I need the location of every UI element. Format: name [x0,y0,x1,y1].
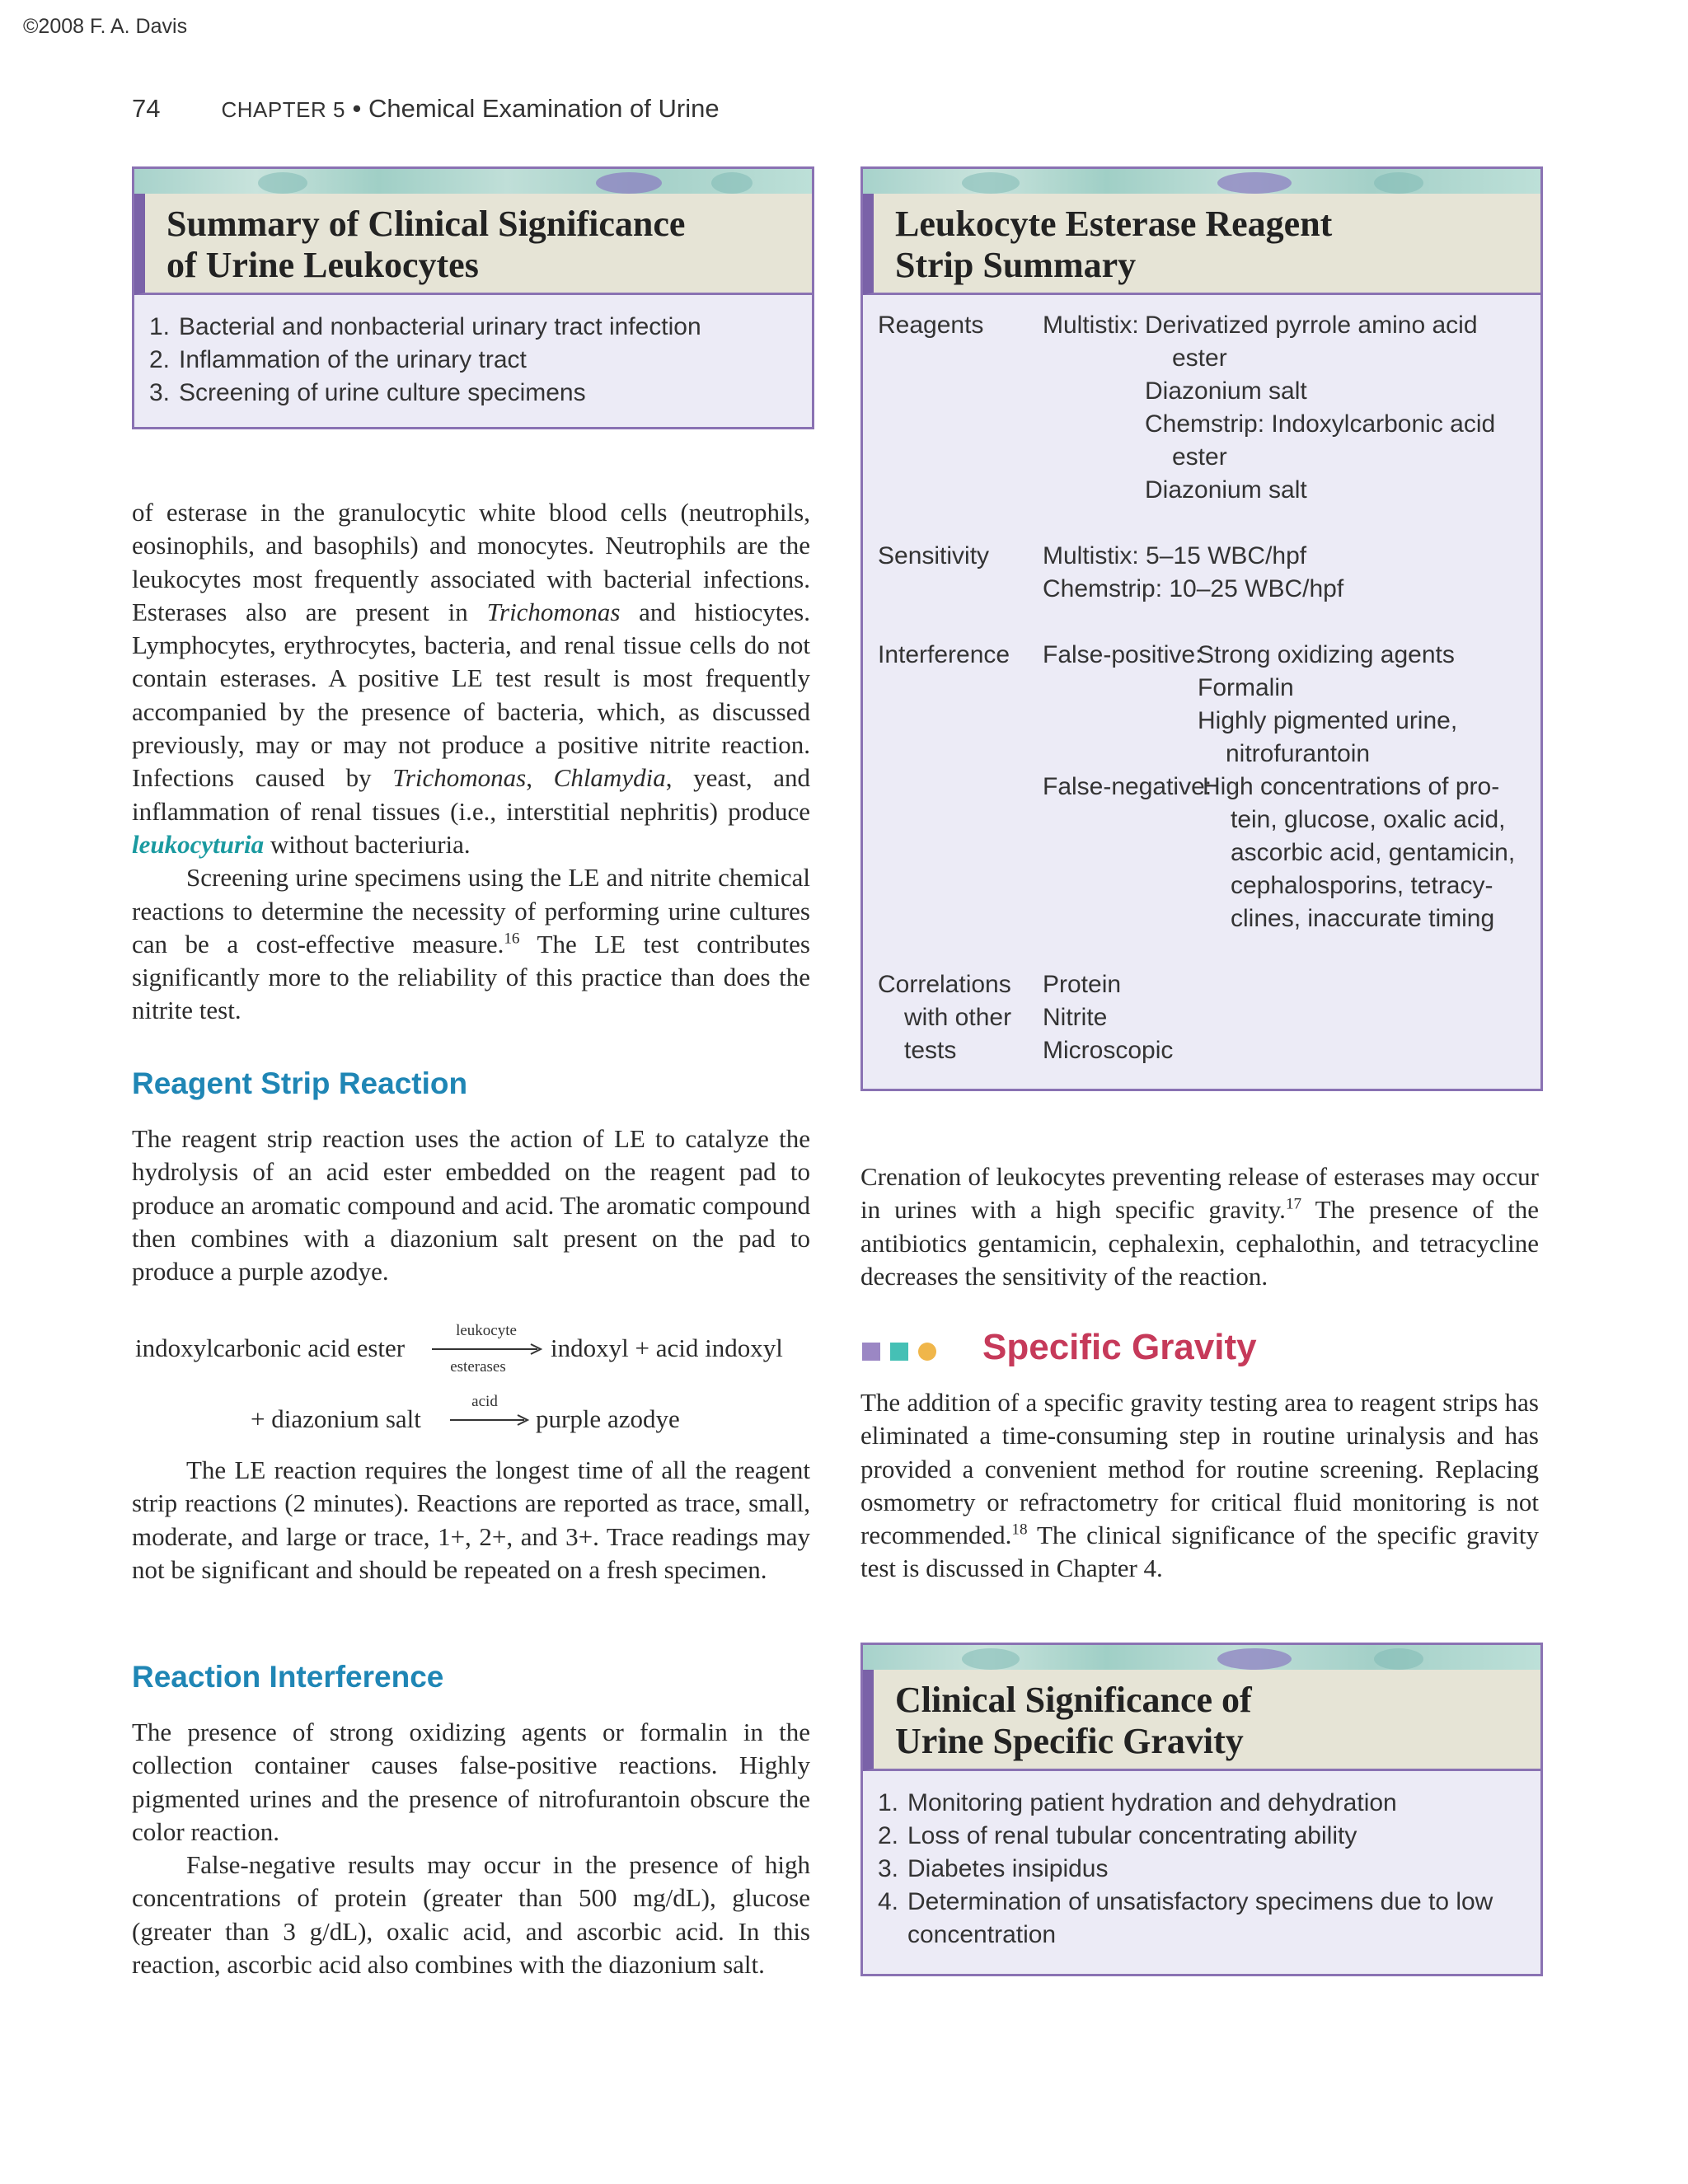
equation-1-catalyst-above: leukocyte [456,1322,517,1339]
left-text-top [132,496,810,1028]
page-number: 74 [132,94,161,123]
running-head [132,94,720,124]
fp-item-3: Highly pigmented urine, [1198,707,1458,734]
paragraph: False-negative results may occur in the presence of high concentrations of protein (greater than 500 mg/dL), glucose (greater than 3 g/dL), oxalic acid, and ascorbic acid. In this reaction, ascorbic acid also combines with the diazonium salt. [132,1850,810,1980]
list-item: 3. Screening of urine culture specimens [149,379,586,406]
fn-line-5: clines, inaccurate timing [1231,905,1495,932]
paragraph: The addition of a specific gravity testing area to reagent strips has eliminated a time-consuming step in routine urinalysis and has provided a convenient method for routine screening. Replacing osmometry or refractometry for critical fluid monitoring is not recommended.$^{18}$ The clinical significance of the specific gravity test is discussed in Chapter 4. [860,1388,1539,1583]
box-title-line2: of Urine Leukocytes [166,245,479,285]
correlation-microscopic: Microscopic [1043,1037,1174,1064]
clinical-list [878,1787,1507,1952]
list-item: 3. Diabetes insipidus [878,1855,1109,1882]
false-positive-label: False-positive: [1043,641,1203,668]
right-text-crenation [860,1160,1539,1293]
fn-line-3: ascorbic acid, gentamicin, [1231,839,1516,866]
box-header [863,1670,1540,1771]
multistix-reagent-1b: ester [1172,344,1227,372]
row-label-tests: tests [904,1037,957,1064]
box-title-line2: Urine Specific Gravity [895,1721,1244,1761]
fn-line-4: cephalosporins, tetracy- [1231,872,1493,899]
paragraph: The presence of strong oxidizing agents or formalin in the collection container causes false-positive reactions. Highly pigmented urines and the presence of nitrofurantoin obscure the color reaction. [132,1718,810,1846]
equation-1-left: indoxylcarbonic acid ester [135,1333,406,1362]
multistix-reagent-2: Diazonium salt [1145,377,1307,405]
equation-1-catalyst-below: esterases [450,1358,506,1376]
multistix-label: Multistix: [1043,312,1139,339]
summary-table [863,169,1540,1089]
chapter-label: CHAPTER 5 [221,97,345,122]
paragraph: The LE reaction requires the longest time of all the reagent strip reactions (2 minutes). Reactions are reported as trace, small, moderate, and large or trace, 1+, 2+, and 3+. Trace readings may not be significant and should be repeated on a fresh specimen. [132,1455,810,1584]
false-negative-label: False-negative: [1043,773,1212,800]
box-banner [863,1645,1540,1670]
keyword-leukocyturia: leukocyturia [132,829,265,859]
equation-2-catalyst-above: acid [471,1393,498,1410]
fn-line-1: High concentrations of pro- [1203,773,1500,800]
heading-reaction-interference: Reaction Interference [132,1660,444,1694]
list-item: 1. Bacterial and nonbacterial urinary tract infection [149,313,701,340]
box-title-line1: Summary of Clinical Significance [166,204,686,244]
sensitivity-multistix: Multistix: 5–15 WBC/hpf [1043,542,1307,569]
chemstrip-reagent-1b: ester [1172,443,1227,471]
list-item: 4. Determination of unsatisfactory specimens due to low concentration [878,1888,1493,1948]
box-title-line1: Clinical Significance of [895,1680,1252,1720]
reaction-arrow-2 [448,1413,531,1427]
list-item: 2. Loss of renal tubular concentrating ability [878,1822,1357,1849]
equation-1-right: indoxyl + acid indoxyl [551,1333,783,1362]
heading-specific-gravity: Specific Gravity [982,1327,1257,1367]
box-banner [134,169,812,194]
box-le-reagent-strip-summary [860,166,1543,1091]
left-text-interference [132,1716,810,1981]
left-text-reaction [132,1122,810,1288]
row-label-with-other: with other [904,1004,1012,1031]
equation-2-right: purple azodye [536,1404,680,1433]
correlation-protein: Protein [1043,971,1122,998]
chemstrip-reagent-1: Chemstrip: Indoxylcarbonic acid [1145,410,1496,438]
equation-2-left: + diazonium salt [251,1404,421,1433]
paragraph: of esterase in the granulocytic white blood cells (neutrophils, eosinophils, and basophils) and monocytes. Neutrophils are the leukocytes most frequently associated with bacterial infections. Esterases also are present in Trichomonas and histiocytes. Lymphocytes, erythrocytes, bacteria, and renal tissue cells do not contain esterases. A positive LE test result is most frequently accompanied by the presence of bacteria, which, as discussed previously, may or may not produce a positive nitrite reaction. Infections caused by Trichomonas, Chlamydia, yeast, and inflammation of renal tissues (i.e., interstitial nephritis) produce leukocyturia without bacteriuria. [132,498,810,859]
list-item: 1. Monitoring patient hydration and dehydration [878,1789,1397,1816]
correlation-nitrite: Nitrite [1043,1004,1108,1031]
separator-bullet: • [352,94,362,123]
multistix-reagent-1: Derivatized pyrrole amino acid [1145,312,1478,339]
heading-bullet-square-teal [890,1343,908,1361]
chapter-title: Chemical Examination of Urine [368,94,720,123]
sensitivity-chemstrip: Chemstrip: 10–25 WBC/hpf [1043,575,1344,602]
paragraph: Screening urine specimens using the LE and nitrite chemical reactions to determine the necessity of performing urine cultures can be a cost-effective measure.$^{16}$ The LE test contributes significantly more to the reliability of this practice than does the nitrite test. [132,863,810,1025]
fp-item-1: Strong oxidizing agents [1198,641,1455,668]
row-label-sensitivity: Sensitivity [878,542,990,569]
fp-item-3b: nitrofurantoin [1226,740,1371,767]
box-header [134,194,812,295]
copyright-notice: ©2008 F. A. Davis [23,15,188,38]
reaction-arrow-1 [430,1342,546,1357]
box-title-line2: Strip Summary [895,245,1137,285]
heading-reagent-strip-reaction: Reagent Strip Reaction [132,1066,468,1100]
row-label-reagents: Reagents [878,312,984,339]
clinical-list [149,311,812,410]
heading-bullet-circle-orange [918,1343,936,1361]
box-le-clinical-significance [132,166,814,429]
right-text-specific-gravity [860,1386,1539,1586]
paragraph: Crenation of leukocytes preventing release of esterases may occur in urines with a high specific gravity.$^{17}$ The presence of the antibiotics gentamicin, cephalexin, cephalothin, and tetracycline decreases the sensitivity of the reaction. [860,1162,1539,1291]
chemstrip-reagent-2: Diazonium salt [1145,476,1307,504]
box-sg-clinical-significance [860,1643,1543,1976]
row-label-correlations: Correlations [878,971,1011,998]
left-text-le-time [132,1454,810,1586]
list-item: 2. Inflammation of the urinary tract [149,346,527,373]
heading-bullet-square-purple [862,1343,880,1361]
row-label-interference: Interference [878,641,1010,668]
box-title-line1: Leukocyte Esterase Reagent [895,204,1333,244]
fn-line-2: tein, glucose, oxalic acid, [1231,806,1506,833]
fp-item-2: Formalin [1198,674,1294,701]
paragraph: The reagent strip reaction uses the action of LE to catalyze the hydrolysis of an acid ester embedded on the reagent pad to produce an aromatic compound and acid. The aromatic compound then combines with a diazonium salt present on the pad to produce a purple azodye. [132,1124,810,1286]
